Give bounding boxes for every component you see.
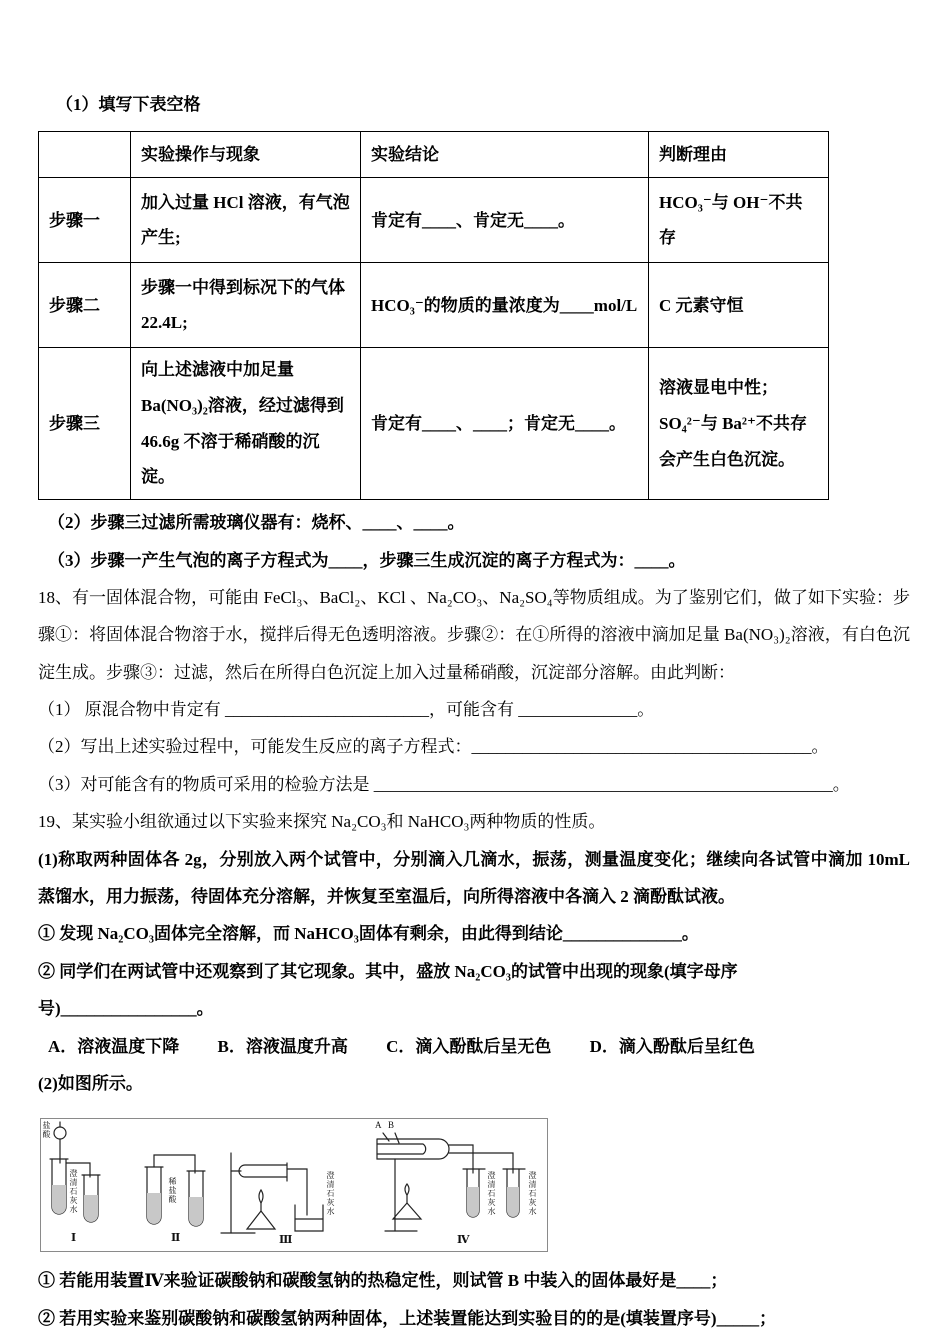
table-item-2: （2）步骤三过滤所需玻璃仪器有：烧杯、____、____。 bbox=[48, 513, 465, 533]
q19-options bbox=[38, 1028, 910, 1065]
figure-label-limewater-4a: 澄清石灰水 bbox=[487, 1171, 496, 1217]
option-c: C．滴入酚酞后呈无色 bbox=[386, 1036, 552, 1056]
q19-title: 19、某实验小组欲通过以下实验来探究 Na₂CO₃和 NaHCO₃两种物质的性质。 bbox=[38, 812, 606, 832]
q18-item-3: （3）对可能含有的物质可采用的检验方法是 ______________________________________________________。 bbox=[38, 774, 850, 794]
figure-label-hcl: 盐酸 bbox=[42, 1121, 51, 1140]
experiment-table bbox=[38, 131, 829, 500]
header-conclusion: 实验结论 bbox=[361, 132, 649, 178]
question-18 bbox=[38, 579, 910, 803]
table-item-3: （3）步骤一产生气泡的离子方程式为____，步骤三生成沉淀的离子方程式为：____。 bbox=[48, 550, 686, 570]
step-cell: 步骤三 bbox=[39, 348, 131, 500]
figure-numeral-2: Ⅱ bbox=[171, 1232, 181, 1245]
q19-sub1: ① 发现 Na₂CO₃固体完全溶解，而 NaHCO₃固体有剩余，由此得到结论______________。 bbox=[38, 924, 699, 944]
option-b: B．溶液温度升高 bbox=[217, 1036, 348, 1056]
operation-cell: 加入过量 HCl 溶液，有气泡产生; bbox=[131, 178, 361, 263]
table-row bbox=[39, 178, 829, 263]
q18-item-1: （1） 原混合物中肯定有 ________________________，可能含有 ______________。 bbox=[38, 700, 655, 720]
table-row bbox=[39, 348, 829, 500]
q19-fig-question-2: ② 若用实验来鉴别碳酸钠和碳酸氢钠两种固体，上述装置能达到实验目的的是(填装置序号)_____； bbox=[38, 1308, 777, 1328]
apparatus-figure bbox=[40, 1118, 548, 1252]
figure-label-tube-b: B bbox=[388, 1120, 395, 1131]
figure-label-tube-a: A bbox=[375, 1120, 382, 1131]
figure-numeral-3: Ⅲ bbox=[279, 1234, 293, 1247]
figure-label-dilute-hcl: 稀盐酸 bbox=[168, 1177, 177, 1205]
table-header-row bbox=[39, 132, 829, 178]
option-d: D．滴入酚酞后呈红色 bbox=[589, 1036, 755, 1056]
q19-part2-intro: (2)如图所示。 bbox=[38, 1074, 143, 1093]
conclusion-cell: 肯定有____、____；肯定无____。 bbox=[361, 348, 649, 500]
reason-cell: 溶液显电中性；SO₄²⁻与 Ba²⁺不共存会产生白色沉淀。 bbox=[649, 348, 829, 500]
apparatus-drawing bbox=[41, 1119, 547, 1251]
figure-numeral-4: Ⅳ bbox=[457, 1234, 470, 1247]
question-19 bbox=[38, 803, 910, 1337]
figure-label-limewater-3: 澄清石灰水 bbox=[326, 1171, 335, 1217]
header-step bbox=[39, 132, 131, 178]
operation-cell: 向上述滤液中加足量 Ba(NO₃)₂溶液，经过滤得到 46.6g 不溶于稀硝酸的沉淀。 bbox=[131, 348, 361, 500]
step-cell: 步骤一 bbox=[39, 178, 131, 263]
operation-cell: 步骤一中得到标况下的气体 22.4L; bbox=[131, 263, 361, 348]
table-row bbox=[39, 263, 829, 348]
header-operation: 实验操作与现象 bbox=[131, 132, 361, 178]
figure-numeral-1: Ⅰ bbox=[71, 1232, 77, 1245]
header-reason: 判断理由 bbox=[649, 132, 829, 178]
conclusion-cell: HCO₃⁻的物质的量浓度为____mol/L bbox=[361, 263, 649, 348]
figure-label-limewater-1: 澄清石灰水 bbox=[69, 1169, 78, 1215]
reason-cell: C 元素守恒 bbox=[649, 263, 829, 348]
q19-fig-question-1: ① 若能用装置Ⅳ来验证碳酸钠和碳酸氢钠的热稳定性，则试管 B 中装入的固体最好是____； bbox=[38, 1271, 728, 1291]
figure-label-limewater-4b: 澄清石灰水 bbox=[528, 1171, 537, 1217]
q19-sub2: ② 同学们在两试管中还观察到了其它现象。其中，盛放 Na₂CO₃的试管中出现的现象(填字母序号)________________。 bbox=[38, 961, 738, 1019]
option-a: A．溶液温度下降 bbox=[48, 1036, 180, 1056]
table-intro: （1）填写下表空格 bbox=[56, 95, 201, 114]
step-cell: 步骤二 bbox=[39, 263, 131, 348]
q18-item-2: （2）写出上述实验过程中，可能发生反应的离子方程式：________________________________________。 bbox=[38, 737, 829, 757]
conclusion-cell: 肯定有____、肯定无____。 bbox=[361, 178, 649, 263]
reason-cell: HCO₃⁻与 OH⁻不共存 bbox=[649, 178, 829, 263]
q19-part1: (1)称取两种固体各 2g，分别放入两个试管中，分别滴入几滴水，振荡，测量温度变化；继续向各试管中滴加 10mL 蒸馏水，用力振荡，待固体充分溶解，并恢复至室温后，向所得溶液中各滴入 2 滴酚酞试液。 bbox=[38, 849, 910, 907]
q18-body: 18、有一固体混合物，可能由 FeCl₃、BaCl₂、KCl 、Na₂CO₃、Na₂SO₄等物质组成。为了鉴别它们，做了如下实验：步骤①：将固体混合物溶于水，搅拌后得无色透明溶液。步骤②：在①所得的溶液中滴加足量 Ba(NO₃)₂溶液，有白色沉淀生成。步骤③：过滤，然后在所得白色沉淀上加入过量稀硝酸，沉淀部分溶解。由此判断： bbox=[38, 587, 910, 682]
